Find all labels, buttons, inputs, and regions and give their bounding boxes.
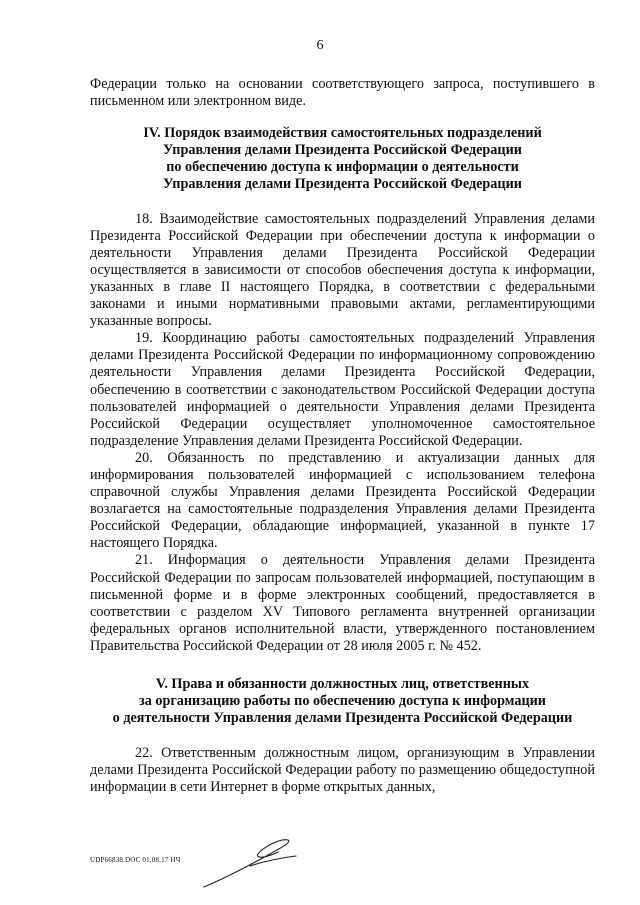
footer-doc-id: UDP66838.DOC 01.08.17 НЧ [90,856,181,864]
intro-paragraph: Федерации только на основании соответствующего запроса, поступившего в письменном или электронном виде. [90,76,595,110]
heading-line: за организацию работы по обеспечению доступа к информации [139,693,546,710]
section-5-heading [90,676,595,727]
heading-line: Управления делами Президента Российской Федерации [163,142,522,159]
paragraph-21: 21. Информация о деятельности Управления делами Президента Российской Федерации по запросам пользователей информацией, поступающим в письменной форме и в форме электронных сообщений, предоставляется в соответствии с разделом XV Типового регламента внутренней организации федеральных органов исполнительной власти, утвержденного постановлением Правительства Российской Федерации от 28 июля 2005 г. № 452. [90,552,595,654]
heading-line: IV. Порядок взаимодействия самостоятельных подразделений [143,125,542,142]
heading-line: Управления делами Президента Российской Федерации [163,176,522,193]
signature-icon [200,832,300,892]
paragraph-19: 19. Координацию работы самостоятельных подразделений Управления делами Президента Российской Федерации по информационному сопровождению деятельности Управления делами Президента Российской Федерации, обеспечению в соответствии с законодательством Российской Федерации доступа пользователей информацией о деятельности Управления делами Президента Российской Федерации осуществляет уполномоченное самостоятельное подразделение Управления делами Президента Российской Федерации. [90,330,595,449]
heading-line: V. Права и обязанности должностных лиц, ответственных [155,676,530,692]
heading-line: о деятельности Управления делами Президента Российской Федерации [112,710,573,727]
heading-line: по обеспечению доступа к информации о деятельности [166,159,519,176]
page-number: 6 [316,38,324,53]
paragraph-22: 22. Ответственным должностным лицом, организующим в Управлении делами Президента Российской Федерации работу по размещению общедоступной информации в сети Интернет в форме открытых данных, [90,745,595,796]
section-4-heading [90,125,595,193]
paragraph-18: 18. Взаимодействие самостоятельных подразделений Управления делами Президента Российской Федерации при обеспечении доступа к информации о деятельности Управления делами Президента Российской Федерации осуществляется в зависимости от способов обеспечения доступа к информации, указанных в главе II настоящего Порядка, в соответствии с федеральными законами и иными нормативными правовыми актами, регламентирующими указанные вопросы. [90,210,595,330]
paragraph-20: 20. Обязанность по представлению и актуализации данных для информирования пользователей информацией с использованием телефона справочной службы Управления делами Президента Российской Федерации возлагается на самостоятельные подразделения Управления делами Президента Российской Федерации, обладающие информацией, указанной в пункте 17 настоящего Порядка. [90,449,595,552]
document-body [90,76,595,797]
